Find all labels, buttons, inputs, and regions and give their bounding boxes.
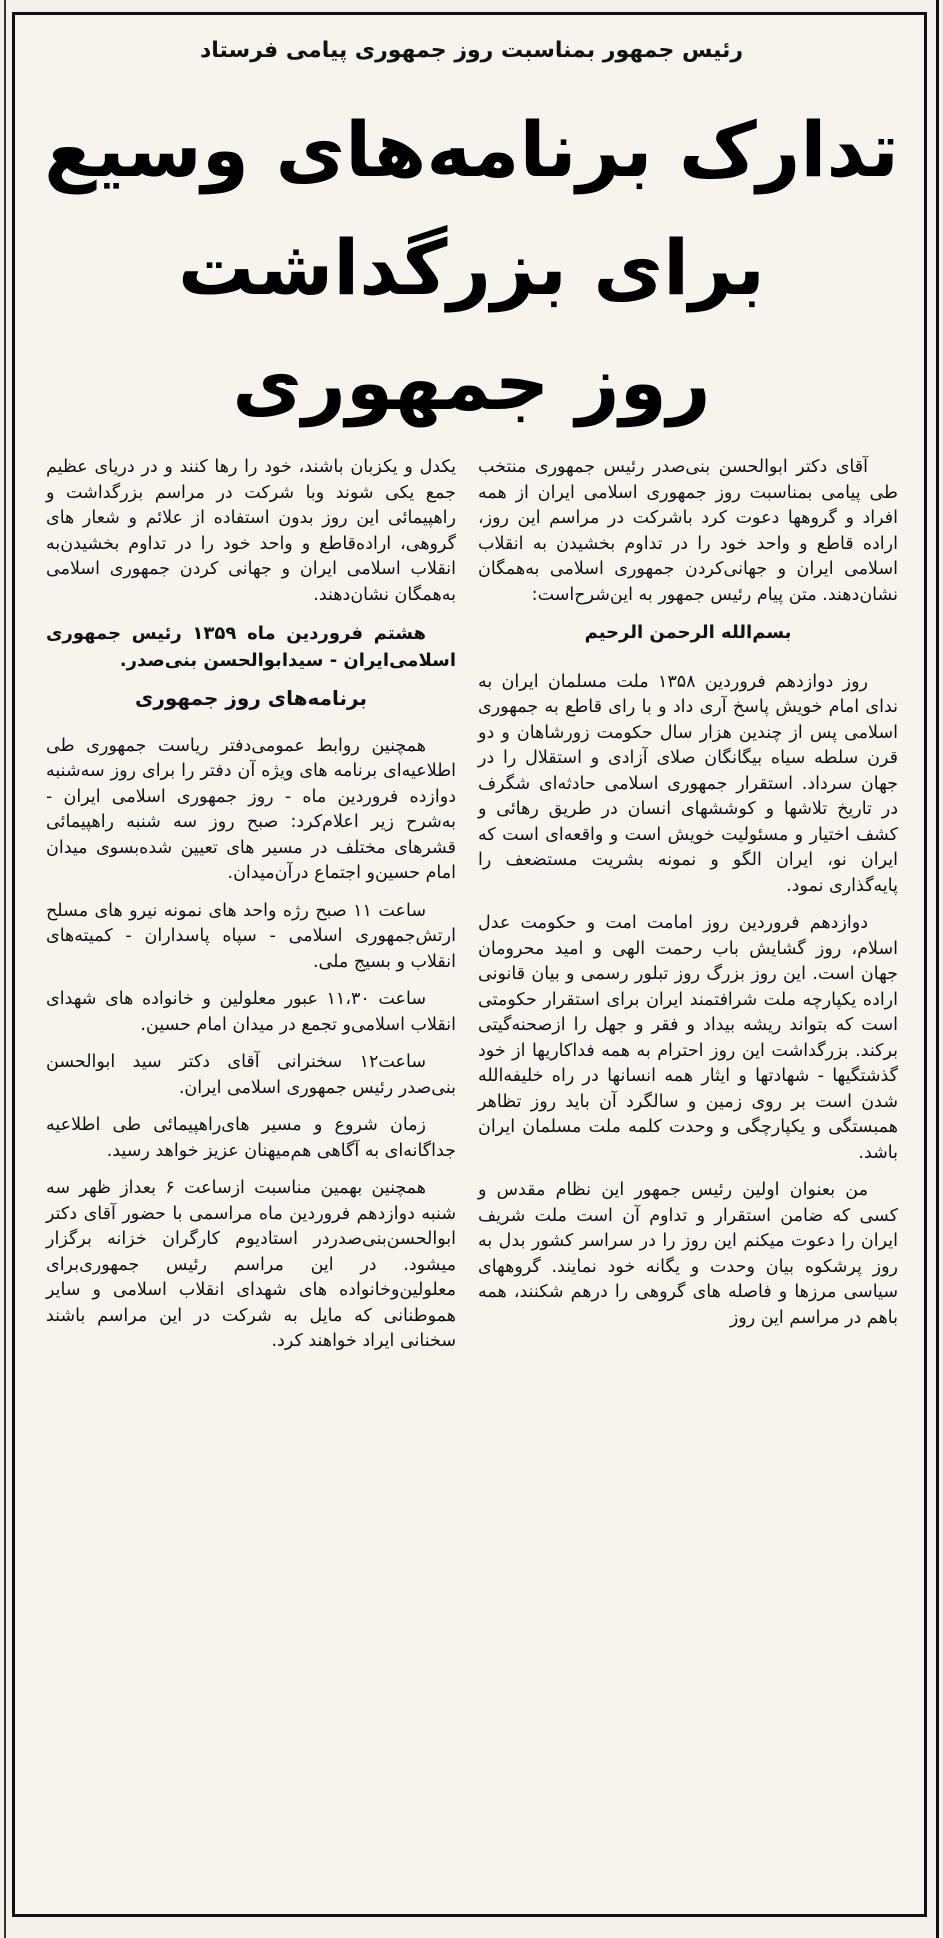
signature-line: هشتم فروردین ماه ۱۳۵۹ رئیس جمهوری اسلامی‌ایران - سیدابوالحسن بنی‌صدر. xyxy=(46,623,456,671)
message-paragraph-1: روز دوازدهم فروردین ۱۳۵۸ ملت مسلمان ایران به ندای امام خویش پاسخ آری داد و با رای قاطع به جمهوری اسلامی پس از چندین هزار سال حکومت زورشاهان و دو قرن سلطه سیاه بیگانگان صلای آزادی و استقلال را در جهان سرداد. استقرار جمهوری اسلامی حادثه‌ای شگرف در تاریخ تلاشها و کوششهای انسان در طریق رهائی و کشف اختیار و مسئولیت خویش است و واقعه‌ای است که ایران نو، ایران الگو و نمونه بشریت مستضعف را پایه‌گذاری نمود. xyxy=(478,671,898,896)
left-column xyxy=(46,455,456,1367)
program-paragraph-6: همچنین بهمین مناسبت ازساعت ۶ بعداز ظهر سه شنبه دوازدهم فروردین ماه مراسمی با حضور آقای دکتر ابوالحسن‌بنی‌صدردر استادیوم کارگران خزانه برگزار میشود. در این مراسم رئیس جمهوری‌برای معلولین‌وخانواده های شهدای انقلاب اسلامی و سایر هموطنانی که مایل به شرکت در این مراسم باشند سخنانی ایراد خواهند کرد. xyxy=(46,1178,456,1351)
program-paragraph-2: ساعت ۱۱ صبح رژه واحد های نمونه نیرو های مسلح ارتش‌جمهوری اسلامی - سپاه پاسداران - کمیته‌های انقلاب و بسیج ملی. xyxy=(46,900,456,972)
left-page-edge xyxy=(4,0,6,1938)
headline xyxy=(30,90,913,440)
subheading-programs: برنامه‌های روز جمهوری xyxy=(135,686,367,710)
message-paragraph-3: من بعنوان اولین رئیس جمهور این نظام مقدس و کسی که ضامن استقرار و تداوم آن است ملت شریف ایران را دعوت میکنم این روز را در سراسر کشور بدل به روز پرشکوه بیان وحدت و یگانه خود نمایند. گروههای سیاسی مرزها و فاصله های گروهی را درهم شکنند، همه باهم در مراسم این روز xyxy=(478,1180,898,1328)
message-continuation: یکدل و یکزبان باشند، خود را رها کنند و در دریای عظیم جمع یکی شوند وبا شرکت در مراسم بزرگداشت و راهپیمائی این روز بدون استفاده از علائم و شعار های گروهی، اراده‌قاطع و واحد خود را در تداوم بخشیدن‌به انقلاب اسلامی ایران و جهانی کردن جمهوری اسلامی به‌همگان نشان‌دهند. xyxy=(46,457,456,605)
program-paragraph-4: ساعت۱۲ سخنرانی آقای دکتر سید ابوالحسن بنی‌صدر رئیس جمهوری اسلامی ایران. xyxy=(46,1052,456,1098)
headline-line-3: روز جمهوری xyxy=(232,338,711,427)
right-column xyxy=(478,455,898,1343)
headline-line-1: تدارک برنامه‌های وسیع xyxy=(44,105,899,194)
headline-line-2: برای بزرگداشت xyxy=(178,223,765,312)
right-page-edge xyxy=(936,0,939,1938)
program-paragraph-5: زمان شروع و مسیر های‌راهپیمائی طی اطلاعیه جداگانه‌ای به آگاهی هم‌میهنان عزیز خواهد رسید. xyxy=(46,1115,456,1161)
kicker-line: رئیس جمهور بمناسبت روز جمهوری پیامی فرستاد xyxy=(199,38,744,63)
message-paragraph-2: دوازدهم فروردین روز امامت امت و حکومت عدل اسلام، روز گشایش باب رحمت الهی و امید محرومان جهان است. این روز بزرگ روز تبلور رسمی و بیان قانونی اراده یکپارچه ملت شرافتمند ایران برای استقرار حکومتی است که بتواند ریشه بیداد و فقر و جهل را ازصحنه‌گیتی برکند. بزرگداشت این روز احترام به همه فداکاریها از خود گذشتگیها - شهادتها و ایثار همه انسانها در راه خلیفه‌الله شدن است بر روی زمین و سالگرد آن باید روز تظاهر همبستگی و یکپارچگی و وحدت کلمه ملت مسلمان ایران باشد. xyxy=(478,913,898,1163)
bismillah-heading: بسم‌الله الرحمن الرحیم xyxy=(584,622,792,643)
intro-paragraph: آقای دکتر ابوالحسن بنی‌صدر رئیس جمهوری منتخب طی پیامی بمناسبت روز جمهوری اسلامی ایران از همه افراد و گروهها دعوت کرد باشرکت در مراسم این روز، اراده قاطع و واحد خود را در تداوم بخشیدن به انقلاب اسلامی ایران و جهانی‌کردن جمهوری اسلامی به‌همگان نشان‌دهند. متن پیام رئیس جمهور به این‌شرح‌است: xyxy=(478,457,898,605)
program-paragraph-3: ساعت ۱۱،۳۰ عبور معلولین و خانواده های شهدای انقلاب اسلامی‌و تجمع در میدان امام حسین. xyxy=(46,989,456,1035)
program-paragraph-1: همچنین روابط عمومی‌دفتر ریاست جمهوری طی اطلاعیه‌ای برنامه های ویژه آن دفتر را برای روز سه‌شنبه دوازده فروردین ماه - روز جمهوری اسلامی ایران - به‌شرح زیر اعلام‌کرد: صبح روز سه شنبه راهپیمائی قشرهای مختلف در مسیر های تعیین شده‌بسوی میدان امام حسین‌و اجتماع درآن‌میدان. xyxy=(46,735,456,883)
